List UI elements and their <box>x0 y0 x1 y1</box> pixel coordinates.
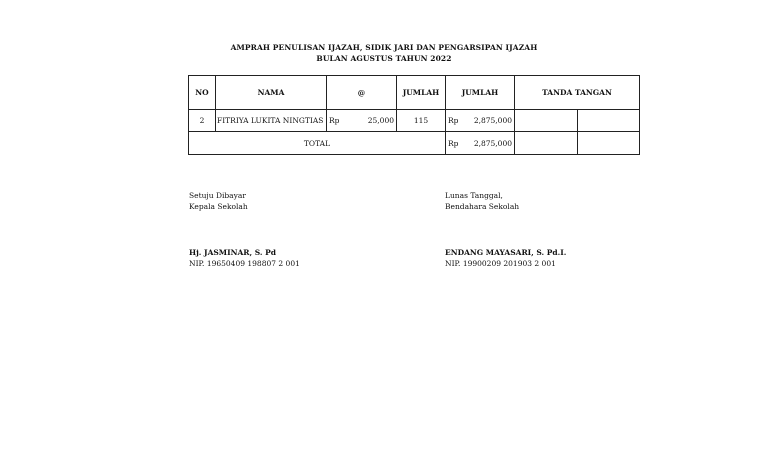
right-position: Bendahara Sekolah <box>445 202 520 211</box>
cell-rate <box>327 110 397 132</box>
cell-signature-right <box>578 110 640 132</box>
cell-nama: FITRIYA LUKITA NINGTIAS <box>216 110 327 132</box>
left-approval-text: Setuju Dibayar <box>189 191 246 200</box>
table-row <box>189 110 640 132</box>
header-no: NO <box>189 76 216 110</box>
cell-jumlah-amount <box>446 110 515 132</box>
header-jumlah-amount: JUMLAH <box>446 76 515 110</box>
total-amount-cell <box>446 132 515 155</box>
header-nama: NAMA <box>216 76 327 110</box>
total-signature-right <box>578 132 640 155</box>
left-position: Kepala Sekolah <box>189 202 248 211</box>
header-tanda-tangan: TANDA TANGAN <box>515 76 640 110</box>
cell-no: 2 <box>189 110 216 132</box>
document-subtitle: BULAN AGUSTUS TAHUN 2022 <box>316 54 452 63</box>
cell-jumlah-qty: 115 <box>397 110 446 132</box>
total-label: TOTAL <box>189 132 446 155</box>
total-signature-left <box>515 132 578 155</box>
right-signature-block <box>445 190 519 212</box>
right-signatory-name: ENDANG MAYASARI, S. Pd.I. <box>445 248 567 257</box>
total-amount: 2,875,000 <box>473 138 512 148</box>
left-signature-block <box>189 190 248 212</box>
left-signatory <box>189 247 300 269</box>
header-jumlah-qty: JUMLAH <box>397 76 446 110</box>
rate-value: 25,000 <box>367 116 394 125</box>
payment-table <box>188 75 640 155</box>
header-rate: @ <box>327 76 397 110</box>
total-currency: Rp <box>448 138 459 148</box>
cell-signature-left <box>515 110 578 132</box>
left-signatory-nip: NIP. 19650409 198807 2 001 <box>189 259 300 268</box>
left-signatory-name: Hj. JASMINAR, S. Pd <box>189 248 277 257</box>
table-header-row <box>189 76 640 110</box>
right-signatory <box>445 247 566 269</box>
right-paid-text: Lunas Tanggal, <box>445 191 503 200</box>
amount-currency: Rp <box>448 116 459 125</box>
amount-value: 2,875,000 <box>473 116 512 125</box>
right-signatory-nip: NIP. 19900209 201903 2 001 <box>445 259 556 268</box>
document-title: AMPRAH PENULISAN IJAZAH, SIDIK JARI DAN PENGARSIPAN IJAZAH <box>230 43 538 52</box>
table-total-row <box>189 132 640 155</box>
rate-currency: Rp <box>329 116 340 125</box>
